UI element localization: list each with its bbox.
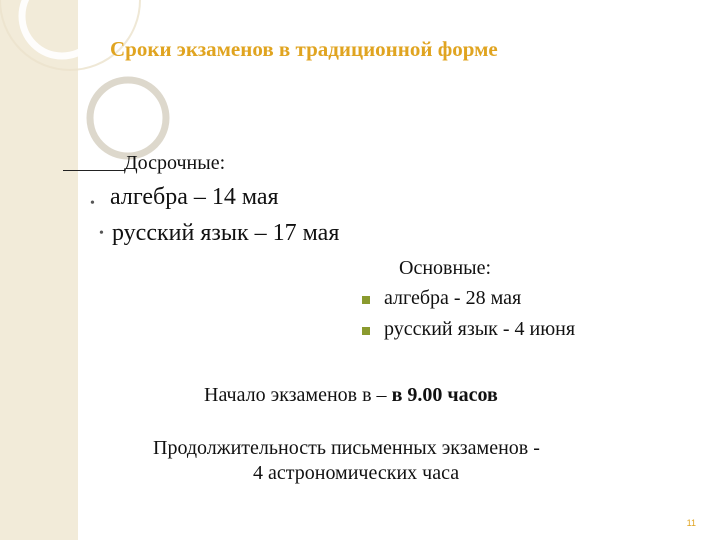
early-exam-item: русский язык – 17 мая (112, 220, 340, 246)
early-exams-heading: Досрочные: (124, 152, 226, 174)
square-bullet-icon (362, 296, 370, 304)
bullet-dot: • (90, 196, 95, 211)
bullet-dot: • (99, 226, 104, 241)
exam-start-value: в 9.00 часов (391, 384, 498, 406)
main-exams-heading: Основные: (399, 257, 492, 279)
exam-start-prefix: Начало экзаменов в – (204, 384, 392, 406)
exam-duration-line-2: 4 астрономических часа (253, 462, 460, 484)
exam-duration-line-1: Продолжительность письменных экзаменов - (153, 437, 540, 459)
slide-title: Сроки экзаменов в традиционной форме (110, 37, 498, 61)
main-exam-item: алгебра - 28 мая (384, 287, 522, 309)
page-number: 11 (686, 518, 696, 528)
exam-start-time (204, 384, 498, 407)
early-exam-item: алгебра – 14 мая (110, 184, 279, 210)
heading-underline (63, 170, 125, 171)
square-bullet-icon (362, 327, 370, 335)
main-exam-item: русский язык - 4 июня (384, 318, 576, 340)
